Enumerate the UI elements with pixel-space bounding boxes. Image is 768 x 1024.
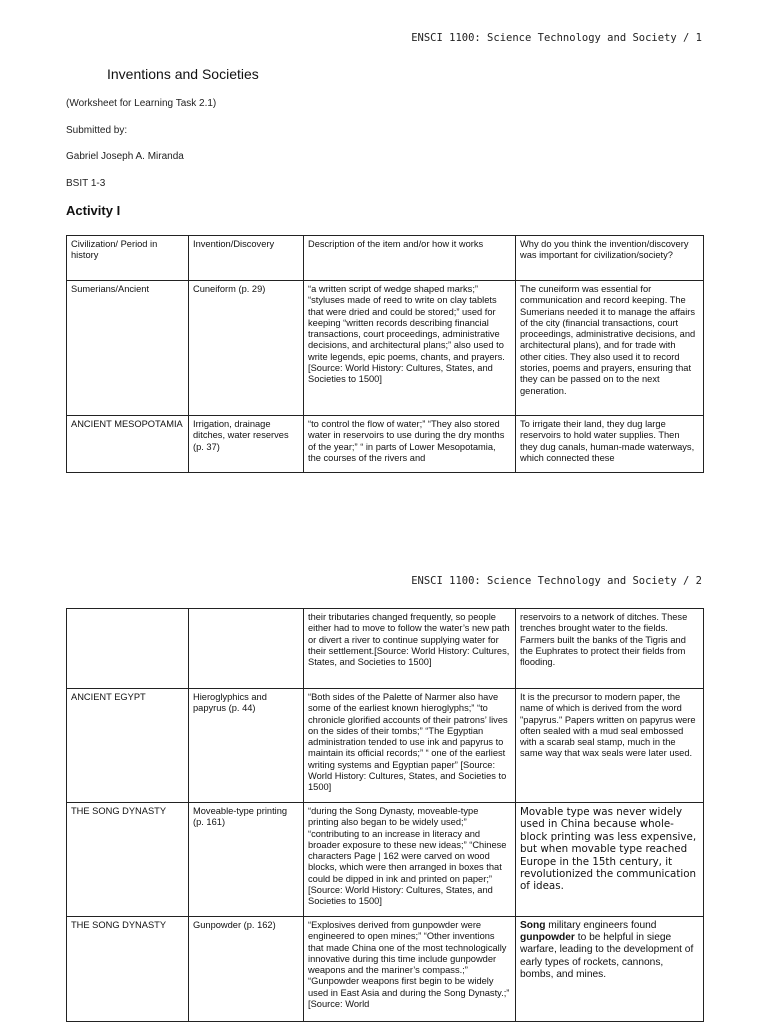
table-row	[67, 917, 704, 1022]
cell-civilization: Sumerians/Ancient	[67, 281, 189, 416]
cell-description: “Both sides of the Palette of Narmer also have some of the earliest known hieroglyphs;” “to chronicle glorified accounts of their patrons’ lives on the sides of their tombs;” “The Egyptian administration tended to use ink and papyrus to maintain its official records;” “ one of the earliest writing systems and Egyptian paper” [Source: World History: Cultures, States, and Societies to 1500]	[304, 689, 516, 803]
table-row	[67, 803, 704, 917]
cell-text: ANCIENT MESOPOTAMIA	[71, 419, 183, 429]
submitted-by-label: Submitted by:	[66, 125, 128, 136]
table-row	[67, 281, 704, 416]
cell-invention	[189, 609, 304, 689]
page-2	[0, 512, 768, 1024]
cell-civilization	[67, 609, 189, 689]
cell-importance: reservoirs to a network of ditches. These trenches brought water to the fields. Farmers built the banks of the Tigris and the Euphrates to protect their fields from flooding.	[516, 609, 704, 689]
cell-importance	[516, 416, 704, 473]
cell-importance: Movable type was never widely used in China because whole-block printing was less expensive, but when movable type reached Europe in the 15th century, it revolutionized the communication of ideas.	[516, 803, 704, 917]
cell-civilization	[67, 416, 189, 473]
cell-text: “Explosives derived from gunpowder were engineered to open mines;” “Other inventions that made China one of the most technologically innovative during this time include gunpowder weapons and the mariner’s compass.;” “Gunpowder weapons first begin to be widely used in East Asia and during the Song Dynasty.;” [Source: World	[308, 920, 510, 1010]
cell-text: “to control the flow of water;” “They also stored water in reservoirs to use during the dry months of the year;” “ in parts of Lower Mesopotamia, the courses of the rivers and	[308, 419, 505, 463]
cell-text	[520, 920, 699, 1018]
cell-importance: The cuneiform was essential for communication and record keeping. The Sumerians needed it to manage the affairs of the city (financial transactions, court proceedings, administrative decisions, and architectural plans), and for trade with other cities. They also used it to record stories, poems and prayers, ensuring that they can be passed on to the next generation.	[516, 281, 704, 416]
cell-civilization	[67, 917, 189, 1022]
cell-description: “a written script of wedge shaped marks;” “styluses made of reed to write on clay tablets that were dried and could be stored;” used for keeping “written records describing financial transactions, court proceedings, administrative decisions, and architectural plans;” also used to write legends, epic poems, chants, and prayers. [Source: World History: Cultures, States, and Societies to 1500]	[304, 281, 516, 416]
header-invention: Invention/Discovery	[189, 236, 304, 281]
header-importance: Why do you think the invention/discovery was important for civilization/society?	[516, 236, 704, 281]
cell-invention: Moveable-type printing (p. 161)	[189, 803, 304, 917]
cell-description	[304, 917, 516, 1022]
document-title: Inventions and Societies	[107, 66, 259, 82]
table-header-row	[67, 236, 704, 281]
cell-invention: Cuneiform (p. 29)	[189, 281, 304, 416]
cell-description	[304, 416, 516, 473]
cell-invention	[189, 416, 304, 473]
cell-invention: Hieroglyphics and papyrus (p. 44)	[189, 689, 304, 803]
cell-text: To irrigate their land, they dug large reservoirs to hold water supplies. Then they dug canals, human-made waterways, which connected these	[520, 419, 695, 463]
worksheet-subtitle: (Worksheet for Learning Task 2.1)	[66, 98, 217, 109]
bold-song: Song	[520, 920, 546, 931]
bold-gunpowder: gunpowder	[520, 932, 575, 944]
table-row	[67, 416, 704, 473]
cell-description: “during the Song Dynasty, moveable-type printing also began to be widely used;” “contributing to an increase in literacy and broader exposure to these new ideas;” “Chinese characters Page | 162 were carved on wood blocks, which were then arranged in boxes that could be dipped in ink and printed on paper;” [Source: World History: Cultures, States, and Societies to 1500]	[304, 803, 516, 917]
cell-description: their tributaries changed frequently, so people either had to move to follow the water’s new path or divert a river to continue supplying water for their settlement.[Source: World History: Cultures, States, and Societies to 1500]	[304, 609, 516, 689]
cell-importance	[516, 917, 704, 1022]
activity-table-continued	[66, 608, 704, 1022]
page-header: ENSCI 1100: Science Technology and Society / 1	[411, 32, 702, 44]
cell-civilization: THE SONG DYNASTY	[67, 803, 189, 917]
header-civilization: Civilization/ Period in history	[67, 236, 189, 281]
cell-text: Gunpowder (p. 162)	[193, 920, 276, 930]
table-row	[67, 689, 704, 803]
text-part: military engineers found	[545, 920, 657, 931]
section-label: BSIT 1-3	[66, 178, 106, 189]
cell-importance: It is the precursor to modern paper, the name of which is derived from the word "papyrus." Papers written on papyrus were often sealed with a mud seal embossed with a scarab seal stamp, much in the same way that wax seals were later used.	[516, 689, 704, 803]
cell-text: Irrigation, drainage ditches, water reserves (p. 37)	[193, 419, 289, 452]
activity-table	[66, 235, 704, 473]
text-part: to be helpful in siege warfare, leading to the development of early types of rockets, cannons, bombs, and mines.	[520, 932, 694, 980]
activity-heading: Activity I	[66, 203, 121, 218]
page-header: ENSCI 1100: Science Technology and Society / 2	[411, 575, 702, 587]
table-row	[67, 609, 704, 689]
cell-invention	[189, 917, 304, 1022]
cell-text: THE SONG DYNASTY	[71, 920, 167, 930]
student-name: Gabriel Joseph A. Miranda	[66, 151, 184, 162]
header-description: Description of the item and/or how it works	[304, 236, 516, 281]
cell-civilization: ANCIENT EGYPT	[67, 689, 189, 803]
